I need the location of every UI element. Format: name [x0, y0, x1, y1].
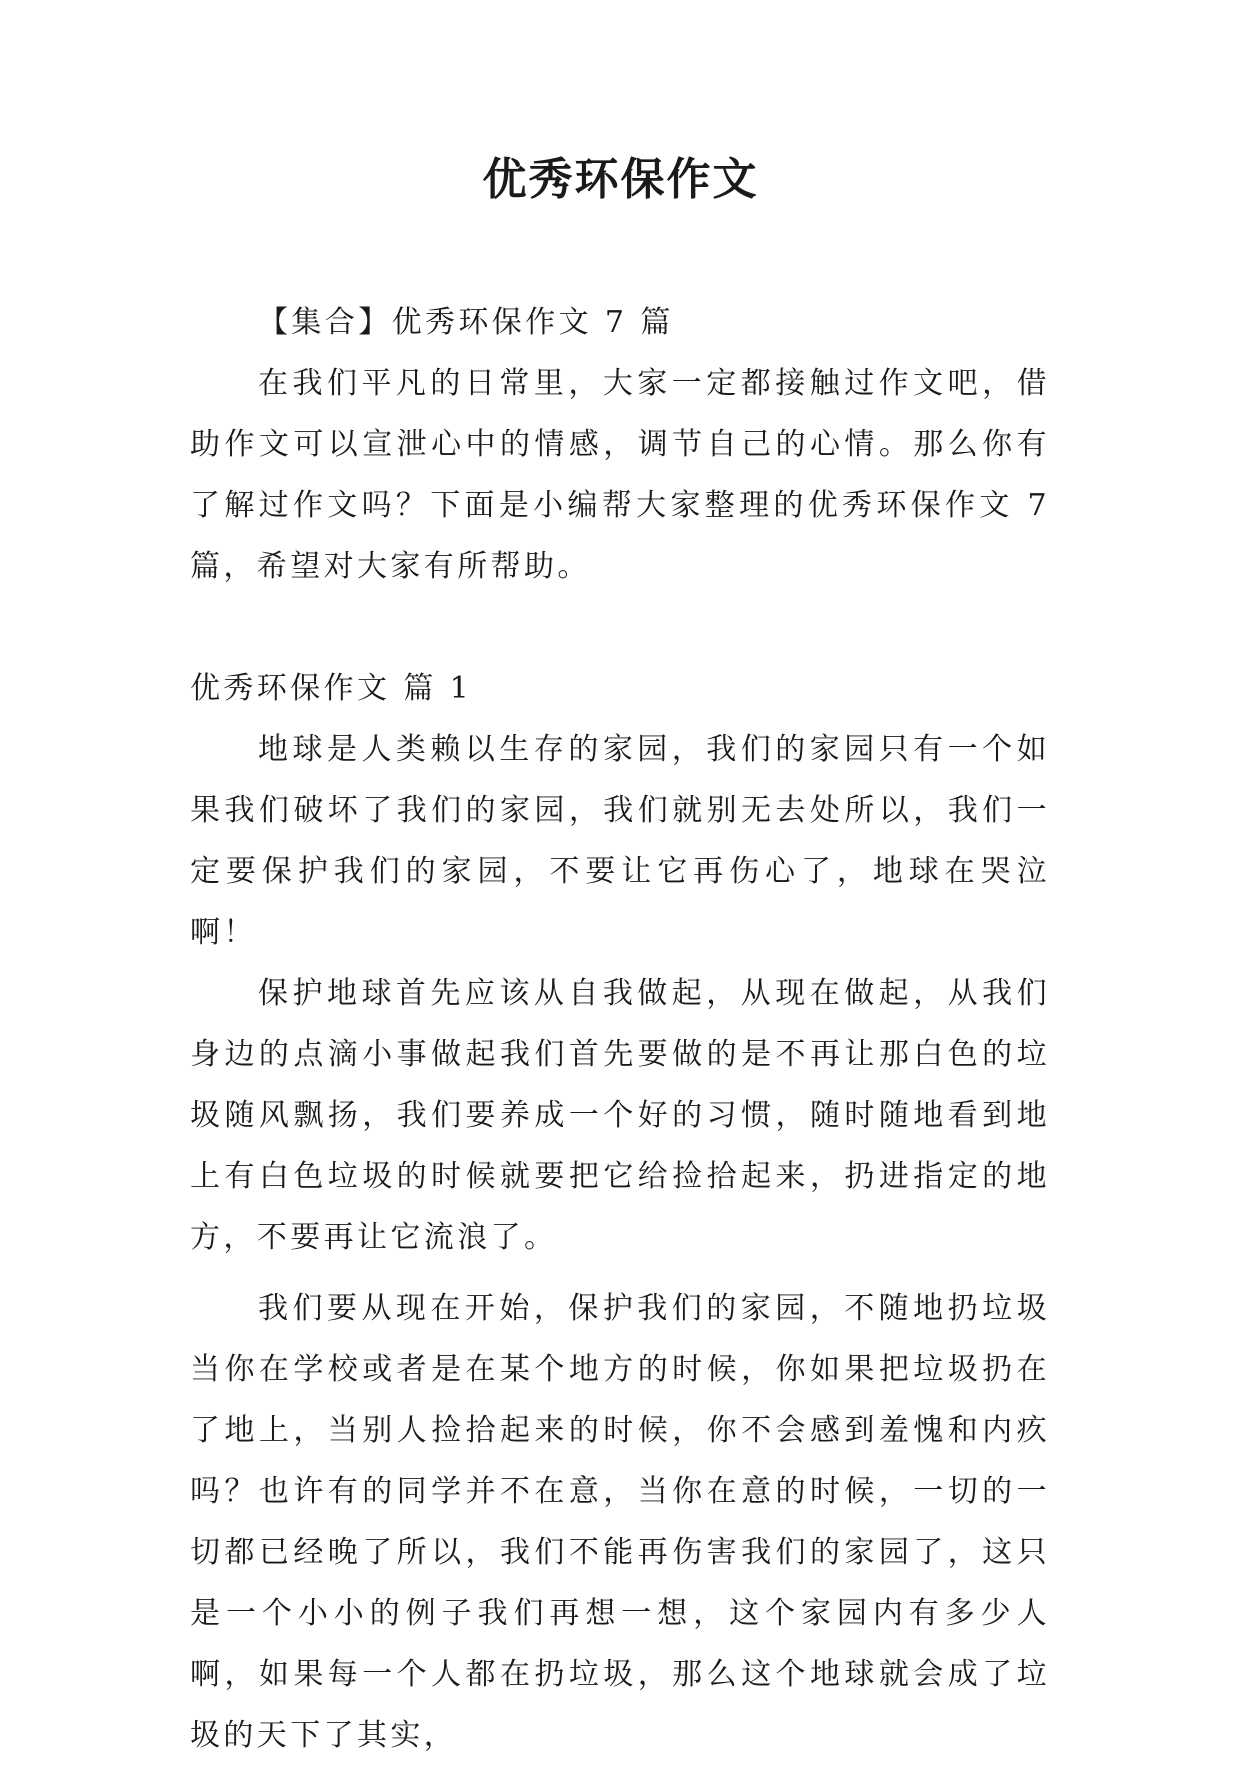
collection-lead: 【集合】优秀环保作文 7 篇: [258, 305, 674, 340]
body-paragraph: 我们要从现在开始，保护我们的家园，不随地扔垃圾当你在学校或者是在某个地方的时候，你如果把垃圾扔在了地上，当别人捡拾起来的时候，你不会感到羞愧和内疚吗？也许有的同学并不在意，当你在意的时候，一切的一切都已经晚了所以，我们不能再伤害我们的家园了，这只是一个小小的例子我们再想一想，这个家园内有多少人啊，如果每一个人都在扔垃圾，那么这个地球就会成了垃圾的天下了其实，: [190, 1291, 1050, 1753]
section-heading: 优秀环保作文 篇 1: [190, 671, 473, 706]
document-title: 优秀环保作文: [482, 154, 759, 205]
intro-paragraph: 在我们平凡的日常里，大家一定都接触过作文吧，借助作文可以宣泄心中的情感，调节自己的心情。那么你有了解过作文吗？下面是小编帮大家整理的优秀环保作文 7 篇，希望对大家有所帮助。: [190, 366, 1050, 584]
body-paragraph: 地球是人类赖以生存的家园，我们的家园只有一个如果我们破坏了我们的家园，我们就别无去处所以，我们一定要保护我们的家园，不要让它再伤心了，地球在哭泣啊！: [190, 732, 1050, 950]
section-spacer: [190, 597, 1050, 658]
document-body: [190, 292, 1050, 1766]
body-paragraph: 保护地球首先应该从自我做起，从现在做起，从我们身边的点滴小事做起我们首先要做的是不再让那白色的垃圾随风飘扬，我们要养成一个好的习惯，随时随地看到地上有白色垃圾的时候就要把它给捡拾起来，扔进指定的地方，不要再让它流浪了。: [190, 976, 1050, 1255]
